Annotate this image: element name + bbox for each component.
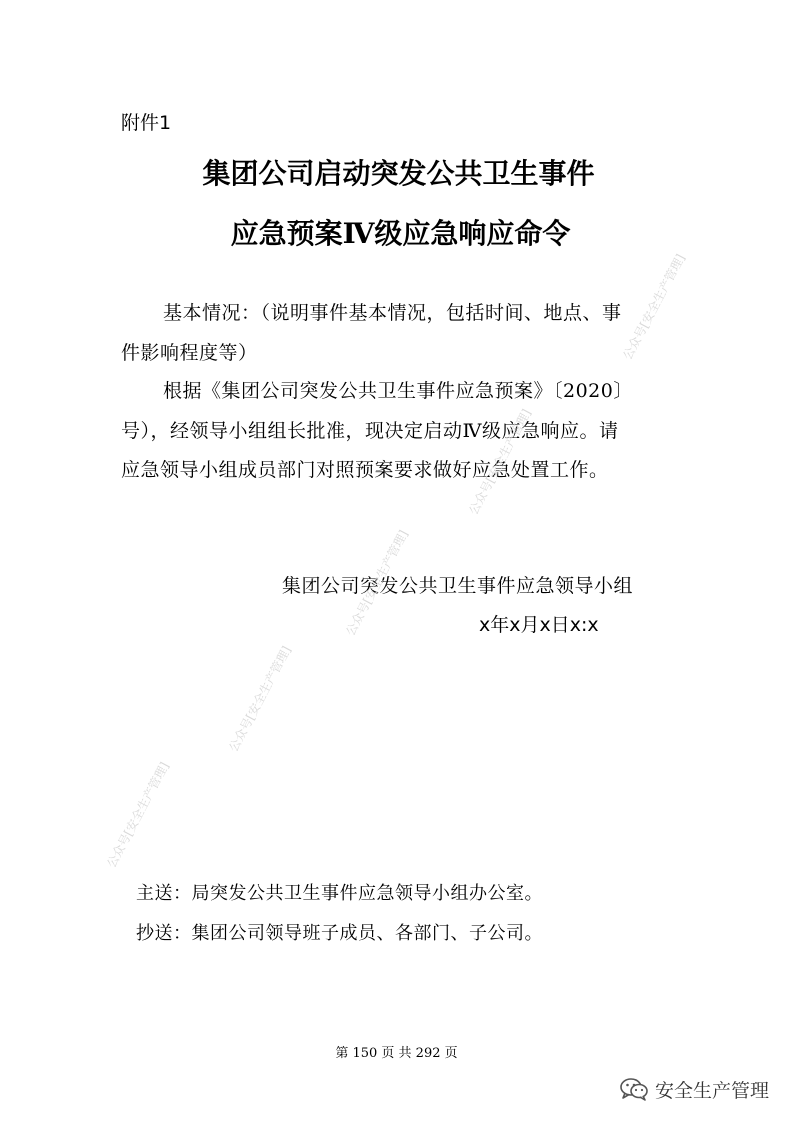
basis-line-1: 根据《集团公司突发公共卫生事件应急预案》〔2020〕 (163, 380, 633, 402)
basic-info-line-2: 件影响程度等） (121, 342, 258, 364)
document-title-line-1: 集团公司启动突发公共卫生事件 (202, 157, 595, 190)
watermark-text: 公众号[安全生产管理] (466, 406, 534, 518)
signature-date: x年x月x日x:x (479, 614, 599, 636)
document-title-line-2: 应急预案Ⅳ级应急响应命令 (230, 217, 571, 250)
badge-account-name: 安全生产管理 (655, 1079, 770, 1102)
send-to-line: 主送：局突发公共卫生事件应急领导小组办公室。 (136, 883, 543, 904)
wechat-account-badge (619, 1074, 769, 1104)
watermark-text: 公众号[安全生产管理] (343, 527, 411, 639)
basis-line-3: 应急领导小组成员部门对照预案要求做好应急处置工作。 (121, 459, 609, 481)
watermark-text: 公众号[安全生产管理] (226, 643, 294, 755)
signature-organization: 集团公司突发公共卫生事件应急领导小组 (282, 575, 634, 597)
basic-info-line-1: 基本情况：（说明事件基本情况，包括时间、地点、事 (163, 302, 622, 324)
wechat-icon (619, 1076, 649, 1102)
basis-line-2: 号），经领导小组组长批准，现决定启动Ⅳ级应急响应。请 (121, 420, 619, 442)
page-number: 第 150 页 共 292 页 (335, 1046, 458, 1061)
watermark-text: 公众号[安全生产管理] (104, 759, 172, 871)
copy-to-line: 抄送：集团公司领导班子成员、各部门、子公司。 (136, 923, 543, 944)
attachment-label: 附件1 (121, 112, 172, 134)
watermark-text: 公众号[安全生产管理] (620, 251, 688, 363)
